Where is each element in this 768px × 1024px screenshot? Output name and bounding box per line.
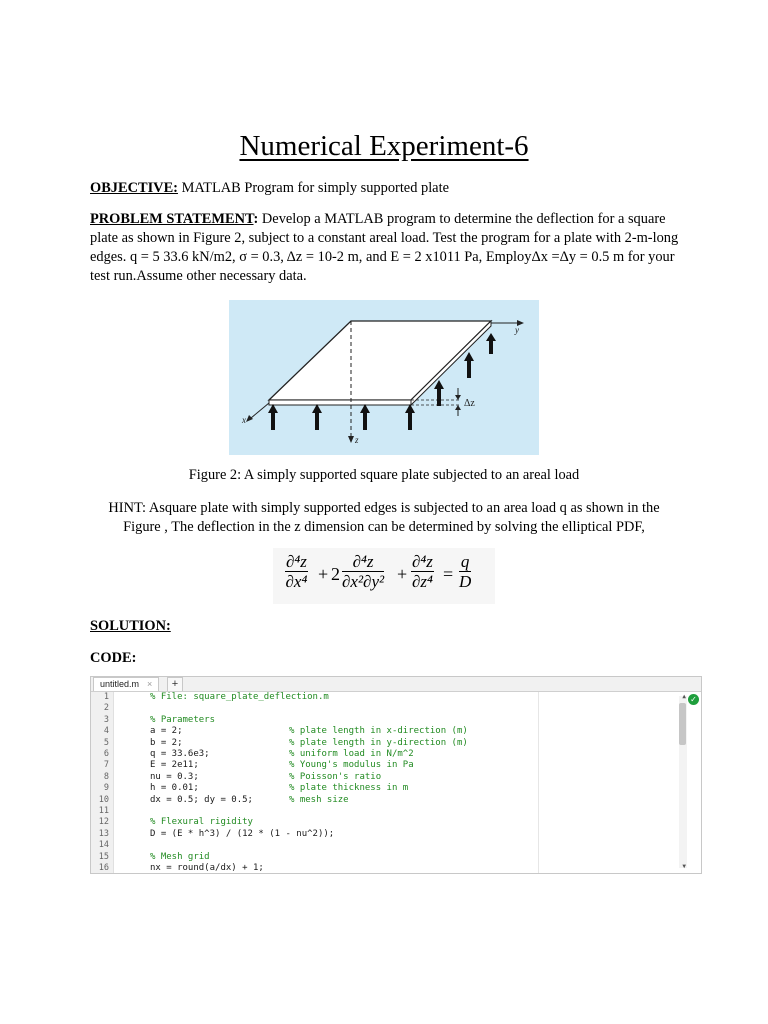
code-line[interactable] <box>103 737 679 749</box>
problem-statement-colon: : <box>253 211 259 227</box>
y-axis-label: y <box>515 325 519 335</box>
code-comment: % uniform load in N/m^2 <box>289 749 414 759</box>
hint-paragraph: HINT: Asquare plate with simply supported edges is subjected to an area load q as shown in the Figure , The deflection in the z dimension can be determined by solving the elliptical PDF, <box>108 500 660 535</box>
code-text: a = 2; <box>150 726 183 737</box>
objective-paragraph <box>90 179 690 198</box>
eq-term-2-denominator: ∂x²∂y² <box>342 572 385 591</box>
figure-caption: Figure 2: A simply supported square plate subjected to an areal load <box>188 467 580 483</box>
code-text: h = 0.01; <box>150 783 199 794</box>
code-text: D = (E * h^3) / (12 * (1 - nu^2)); <box>150 828 335 839</box>
line-number: 7 <box>103 760 109 771</box>
code-heading <box>90 649 690 668</box>
page-title: Numerical Experiment-6 <box>239 130 529 162</box>
code-text: % Flexural rigidity <box>150 817 253 828</box>
code-text: % File: square_plate_deflection.m <box>150 692 329 702</box>
code-line[interactable] <box>103 714 679 726</box>
problem-statement-text: Develop a MATLAB program to determine the deflection for a square plate as shown in Figure 2, subject to a constant areal load. Test the program for a plate with 2-m-long edges. q = 5 33.6 kN/m2, σ = 0.3, Δz = 10-2 m, and E = 2 x1011 Pa, EmployΔx =Δy = 0.5 m for your test run.Assume other necessary data. <box>90 211 679 284</box>
code-line[interactable] <box>103 703 679 714</box>
support-arrow <box>315 412 319 430</box>
eq-term-2-numerator: ∂⁴z <box>342 552 384 572</box>
code-line[interactable] <box>98 840 679 851</box>
line-number: 6 <box>103 749 109 759</box>
code-text: q = 33.6e3; <box>150 749 210 759</box>
problem-statement-label: PROBLEM STATEMENT <box>90 211 254 227</box>
support-arrow-head <box>486 333 496 341</box>
z-axis-arrow <box>348 436 354 443</box>
objective-text: MATLAB Program for simply supported plate <box>177 180 449 196</box>
code-comment: % plate length in x-direction (m) <box>289 726 468 737</box>
plate-figure <box>229 300 539 455</box>
code-line[interactable] <box>103 692 679 703</box>
eq-term-1-denominator: ∂x⁴ <box>285 572 308 591</box>
scroll-down-icon[interactable]: ▼ <box>682 863 686 870</box>
eq-term-1 <box>285 552 308 591</box>
scroll-up-icon[interactable]: ▲ <box>682 693 686 700</box>
support-arrow <box>363 412 367 430</box>
eq-term-3 <box>411 552 434 591</box>
code-text: nu = 0.3; <box>150 771 199 782</box>
line-number: 15 <box>98 851 109 862</box>
code-line[interactable] <box>103 726 679 737</box>
code-label: CODE: <box>90 650 137 666</box>
line-number: 4 <box>103 726 109 737</box>
dz-label: Δz <box>464 398 475 409</box>
line-number: 10 <box>98 794 109 805</box>
support-arrow <box>437 388 441 406</box>
check-icon: ✓ <box>688 694 699 705</box>
close-icon[interactable]: × <box>147 679 153 689</box>
line-number: 9 <box>103 783 109 794</box>
eq-term-2 <box>342 552 384 591</box>
code-line[interactable] <box>103 760 679 771</box>
x-axis-arrow <box>246 415 253 422</box>
code-comment: % Young's modulus in Pa <box>289 760 414 771</box>
line-number: 3 <box>103 714 109 725</box>
support-arrow <box>408 412 412 430</box>
line-number: 11 <box>98 806 109 816</box>
add-tab-button[interactable]: + <box>167 677 183 691</box>
code-line[interactable] <box>98 817 679 828</box>
code-line[interactable] <box>103 771 679 783</box>
solution-label: SOLUTION: <box>90 618 171 634</box>
eq-term-3-denominator: ∂z⁴ <box>412 572 433 591</box>
code-line[interactable] <box>98 794 679 806</box>
code-line[interactable] <box>98 863 679 874</box>
eq-term-3-numerator: ∂⁴z <box>412 552 433 571</box>
eq-plus-2: + <box>397 564 408 584</box>
code-text: E = 2e11; <box>150 760 199 771</box>
scrollbar-thumb[interactable] <box>679 703 686 745</box>
plate-diagram <box>229 300 539 455</box>
eq-term-1-numerator: ∂⁴z <box>286 552 307 571</box>
line-number: 5 <box>103 737 109 748</box>
pde-equation <box>273 548 495 604</box>
code-text: % Mesh grid <box>150 851 210 862</box>
line-number: 14 <box>98 840 109 851</box>
code-line[interactable] <box>103 783 679 794</box>
support-arrow <box>489 340 493 354</box>
eq-plus-1: + <box>318 564 329 584</box>
objective-label: OBJECTIVE: <box>90 180 178 196</box>
code-line[interactable] <box>98 806 679 817</box>
plate-front-edge <box>269 400 411 405</box>
editor-tab-bar <box>91 677 701 692</box>
line-number: 16 <box>98 863 109 873</box>
line-number: 8 <box>103 771 109 782</box>
eq-rhs-numerator: q <box>460 552 470 571</box>
support-arrow <box>271 412 275 430</box>
code-text: b = 2; <box>150 737 183 748</box>
solution-heading <box>90 617 690 636</box>
code-area[interactable] <box>98 692 679 873</box>
line-number: 12 <box>98 817 109 828</box>
z-axis-label: z <box>355 435 359 445</box>
code-comment: % plate thickness in m <box>289 783 409 794</box>
line-number: 13 <box>98 828 109 839</box>
code-text: nx = round(a/dx) + 1; <box>150 863 264 873</box>
code-text: dx = 0.5; dy = 0.5; <box>150 794 253 805</box>
matlab-editor[interactable] <box>90 676 702 874</box>
eq-equals: = <box>443 564 454 584</box>
eq-rhs <box>459 552 471 591</box>
code-comment: % mesh size <box>289 794 349 805</box>
problem-statement-paragraph <box>90 210 690 286</box>
code-comment: % plate length in y-direction (m) <box>289 737 468 748</box>
support-arrow <box>467 360 471 378</box>
eq-rhs-denominator: D <box>459 572 472 591</box>
x-axis-line <box>251 403 269 418</box>
line-number: 2 <box>103 703 109 714</box>
code-line[interactable] <box>98 828 679 840</box>
code-comment: % Poisson's ratio <box>289 771 382 782</box>
code-text: % Parameters <box>150 714 216 725</box>
eq-coefficient: 2 <box>331 564 340 584</box>
editor-tab-untitled[interactable] <box>93 677 159 691</box>
code-line[interactable] <box>98 851 679 863</box>
code-line[interactable] <box>103 749 679 760</box>
line-number: 1 <box>103 692 109 702</box>
editor-tab-label: untitled.m <box>100 679 140 689</box>
support-arrow-head <box>464 352 474 361</box>
x-axis-label: x <box>242 415 246 425</box>
